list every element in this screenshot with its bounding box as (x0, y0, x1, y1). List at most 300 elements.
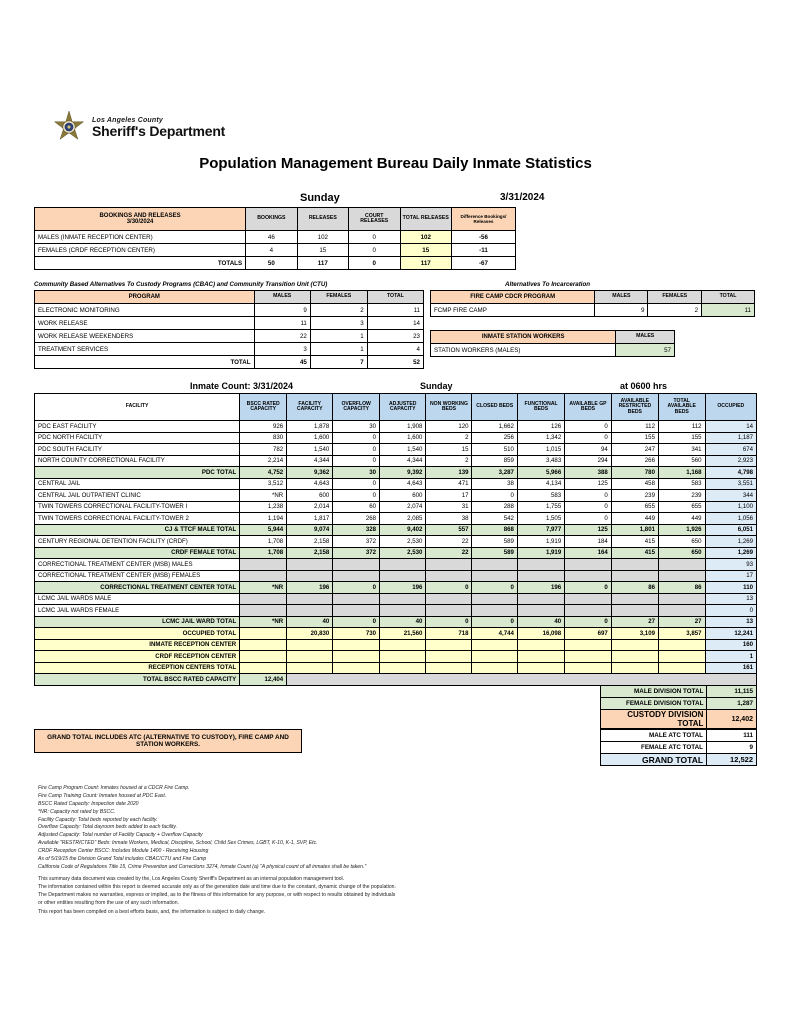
cell-r13-c6 (517, 570, 564, 582)
facility-name: PDC SOUTH FACILITY (35, 444, 240, 456)
cbac-2-total: 23 (367, 330, 423, 343)
cbac-total-total: 52 (367, 356, 423, 369)
table-row (431, 344, 675, 357)
table-row (35, 501, 757, 513)
cell-r5-c10: 3,551 (705, 478, 756, 490)
cell-r8-c10: 1,056 (705, 513, 756, 525)
cell-r16-c2 (333, 605, 380, 617)
total-bookings: 50 (246, 257, 297, 270)
facility-count-table (34, 393, 757, 686)
cell-r11-c4: 22 (426, 547, 472, 559)
cell-r19-c4 (426, 639, 472, 651)
cbac-row-label-3: TREATMENT SERVICES (35, 343, 255, 356)
bookings-subtitle: 3/30/2024 (126, 219, 154, 225)
cell-r13-c1 (287, 570, 333, 582)
facility-name: TWIN TOWERS CORRECTIONAL FACILITY-TOWER I (35, 501, 240, 513)
disclaimer-line: This summary data document was created by the, Los Angeles County Sheriff's Department as an internal population management tool. (38, 876, 345, 882)
cell-r5-c6: 4,134 (517, 478, 564, 490)
firecamp-total: 11 (702, 304, 755, 317)
cbac-row-label-1: WORK RELEASE (35, 317, 255, 330)
cell-r8-c3: 2,085 (380, 513, 426, 525)
facility-col-header: FACILITY (35, 394, 240, 421)
cell-r13-c4 (426, 570, 472, 582)
cell-r17-c1: 40 (287, 616, 333, 628)
cell-r4-c3: 9,392 (380, 467, 426, 479)
cell-r16-c4 (426, 605, 472, 617)
table-row (601, 730, 757, 742)
cell-r9-c5: 868 (472, 524, 517, 536)
table-row (35, 559, 757, 571)
cell-r5-c0: 3,512 (240, 478, 287, 490)
table-row (35, 651, 757, 663)
cell-r21-c3 (380, 662, 426, 674)
table-row (35, 570, 757, 582)
cell-r16-c10: 0 (705, 605, 756, 617)
cell-r3-c1: 4,344 (287, 455, 333, 467)
cell-r19-c5 (472, 639, 517, 651)
cell-r4-c5: 3,287 (472, 467, 517, 479)
col-closed-beds: CLOSED BEDS (472, 394, 517, 421)
cell-r18-c6: 16,098 (517, 628, 564, 640)
cell-r10-c1: 2,158 (287, 536, 333, 548)
cell-r11-c5: 589 (472, 547, 517, 559)
cell-r6-c8: 239 (611, 490, 658, 502)
cell-r3-c6: 3,483 (517, 455, 564, 467)
cell-r13-c9 (658, 570, 705, 582)
cell-r5-c7: 125 (565, 478, 612, 490)
cell-r2-c2: 0 (333, 444, 380, 456)
cell-r15-c8 (611, 593, 658, 605)
cell-r9-c7: 125 (565, 524, 612, 536)
table-header-row (35, 208, 516, 231)
cell-r14-c2: 0 (333, 582, 380, 594)
cell-r1-c10: 1,187 (705, 432, 756, 444)
cell-r0-c7: 0 (565, 421, 612, 433)
cell-r3-c0: 2,214 (240, 455, 287, 467)
cell-r7-c2: 60 (333, 501, 380, 513)
cell-r12-c7 (565, 559, 612, 571)
grand-total-note-text: GRAND TOTAL INCLUDES ATC (ALTERNATIVE TO CUSTODY), FIRE CAMP AND STATION WORKERS. (35, 730, 302, 753)
cell-r12-c3 (380, 559, 426, 571)
cell-r20-c4 (426, 651, 472, 663)
col-females: FEMALES (310, 291, 367, 304)
cell-r17-c2: 0 (333, 616, 380, 628)
footnote-line: California Code of Regulations Title 15, Crime Prevention and Corrections 3274, Inmate Count (a) "A physical count of all inmates shall be taken." (38, 863, 367, 870)
cell-r17-c6: 40 (517, 616, 564, 628)
col-bscc-rated-capacity: BSCC RATED CAPACITY (240, 394, 287, 421)
cell-r6-c9: 239 (658, 490, 705, 502)
cell-r21-c1 (287, 662, 333, 674)
cell-r12-c2 (333, 559, 380, 571)
cell-r2-c5: 510 (472, 444, 517, 456)
cbac-1-males: 11 (254, 317, 310, 330)
cell-r15-c10: 13 (705, 593, 756, 605)
disclaimer-line: The information contained within this report is deemed accurate only as of the generation date and time due to the constant, dynamic change of the population. (38, 884, 396, 891)
cell-r21-c9 (658, 662, 705, 674)
cell-r11-c7: 164 (565, 547, 612, 559)
station-males: 57 (616, 344, 675, 357)
cell-r3-c5: 859 (472, 455, 517, 467)
table-row (35, 467, 757, 479)
footnote-line: CRDF Reception Center BSCC: Includes Module 1400 - Receiving Housing (38, 848, 209, 855)
cell-r6-c3: 600 (380, 490, 426, 502)
cell-r18-c2: 730 (333, 628, 380, 640)
col-functional-beds: FUNCTIONAL BEDS (517, 394, 564, 421)
cell-r12-c0 (240, 559, 287, 571)
facility-name: PDC TOTAL (35, 467, 240, 479)
total-difference: -67 (451, 257, 515, 270)
cbac-total-females: 7 (310, 356, 367, 369)
cell-r19-c1 (287, 639, 333, 651)
inmate-count-label: Inmate Count: 3/31/2024 (190, 381, 294, 391)
col-total: TOTAL (367, 291, 423, 304)
col-total: TOTAL (702, 291, 755, 304)
cell-r0-c9: 112 (658, 421, 705, 433)
inmate-count-day: Sunday (420, 381, 453, 391)
cell-r1-c9: 155 (658, 432, 705, 444)
table-header-row (431, 331, 675, 344)
table-total-row (35, 356, 424, 369)
cell-r0-c3: 1,908 (380, 421, 426, 433)
cell-r10-c4: 22 (426, 536, 472, 548)
cell-r8-c7: 0 (565, 513, 612, 525)
facility-name: CENTRAL JAIL OUTPATIENT CLINIC (35, 490, 240, 502)
bscc-total-label: TOTAL BSCC RATED CAPACITY (35, 674, 240, 686)
cell-r9-c9: 1,926 (658, 524, 705, 536)
cell-r18-c5: 4,744 (472, 628, 517, 640)
cell-r9-c6: 7,977 (517, 524, 564, 536)
cell-r16-c7 (565, 605, 612, 617)
cell-r8-c2: 268 (333, 513, 380, 525)
cell-r17-c3: 40 (380, 616, 426, 628)
facility-name: CJ & TTCF MALE TOTAL (35, 524, 240, 536)
cell-r2-c6: 1,015 (517, 444, 564, 456)
table-row (35, 444, 757, 456)
facility-name: INMATE RECEPTION CENTER (35, 639, 240, 651)
cell-r14-c8: 86 (611, 582, 658, 594)
cbac-0-total: 11 (367, 304, 423, 317)
cell-r17-c8: 27 (611, 616, 658, 628)
table-row (35, 478, 757, 490)
table-header-row (35, 291, 424, 304)
cell-r7-c10: 1,100 (705, 501, 756, 513)
cell-r15-c5 (472, 593, 517, 605)
cbac-total-males: 45 (254, 356, 310, 369)
bookings-title: BOOKINGS AND RELEASES (99, 213, 181, 219)
cell-r19-c6 (517, 639, 564, 651)
cell-r5-c5: 38 (472, 478, 517, 490)
cbac-2-males: 22 (254, 330, 310, 343)
col-males: MALES (616, 331, 675, 344)
cell-r4-c2: 30 (333, 467, 380, 479)
females-difference: -11 (451, 244, 515, 257)
total-total-releases: 117 (400, 257, 451, 270)
cell-r0-c2: 30 (333, 421, 380, 433)
cell-r4-c4: 139 (426, 467, 472, 479)
cell-r5-c9: 583 (658, 478, 705, 490)
cell-r11-c6: 1,919 (517, 547, 564, 559)
cell-r10-c0: 1,708 (240, 536, 287, 548)
page-title: Population Management Bureau Daily Inmate Statistics (199, 155, 592, 172)
cell-r20-c6 (517, 651, 564, 663)
cell-r5-c4: 471 (426, 478, 472, 490)
row-label-females: FEMALES (CRDF RECEPTION CENTER) (35, 244, 246, 257)
cell-r1-c3: 1,600 (380, 432, 426, 444)
table-row (601, 710, 757, 729)
cell-r17-c0: *NR (240, 616, 287, 628)
grand-total-value: 12,522 (707, 754, 757, 766)
cell-r9-c3: 9,402 (380, 524, 426, 536)
cell-r14-c10: 110 (705, 582, 756, 594)
report-date: 3/31/2024 (500, 192, 545, 203)
female-division-total-value: 1,287 (707, 698, 757, 710)
cell-r2-c0: 782 (240, 444, 287, 456)
table-row (35, 304, 424, 317)
cell-r7-c5: 288 (472, 501, 517, 513)
footnote-line: BSCC Rated Capacity: Inspection date 2020 (38, 800, 139, 807)
cell-r10-c10: 1,269 (705, 536, 756, 548)
cell-r14-c6: 196 (517, 582, 564, 594)
table-row (35, 536, 757, 548)
cell-r7-c7: 0 (565, 501, 612, 513)
cell-r13-c5 (472, 570, 517, 582)
table-row (35, 605, 757, 617)
bscc-total-value: 12,404 (240, 674, 287, 686)
table-row (35, 330, 424, 343)
cell-r1-c4: 2 (426, 432, 472, 444)
footnote-line: Available "RESTRICTED" Beds: Inmate Workers, Medical, Discipline, School, Child Sex Crimes, LGBT, K-10, K-1, SVP, Etc. (38, 840, 318, 847)
cell-r1-c2: 0 (333, 432, 380, 444)
cell-r1-c7: 0 (565, 432, 612, 444)
cell-r19-c3 (380, 639, 426, 651)
cell-r20-c5 (472, 651, 517, 663)
logo-text (92, 117, 225, 138)
total-court-releases: 0 (349, 257, 400, 270)
cbac-1-females: 3 (310, 317, 367, 330)
cell-r8-c9: 449 (658, 513, 705, 525)
table-header-row (431, 291, 755, 304)
males-difference: -56 (451, 231, 515, 244)
table-row (35, 343, 424, 356)
logo-line2: Sheriff's Department (92, 122, 226, 139)
cell-r17-c7: 0 (565, 616, 612, 628)
cell-r3-c9: 560 (658, 455, 705, 467)
table-row (35, 593, 757, 605)
cell-r7-c6: 1,755 (517, 501, 564, 513)
cell-r11-c8: 415 (611, 547, 658, 559)
cell-r12-c1 (287, 559, 333, 571)
cell-r11-c0: 1,708 (240, 547, 287, 559)
cell-r20-c3 (380, 651, 426, 663)
cell-r14-c4: 0 (426, 582, 472, 594)
cell-r4-c6: 5,966 (517, 467, 564, 479)
cell-r4-c7: 388 (565, 467, 612, 479)
cell-r8-c0: 1,194 (240, 513, 287, 525)
cell-r3-c4: 2 (426, 455, 472, 467)
cell-r9-c0: 5,944 (240, 524, 287, 536)
col-available-restricted-beds: AVAILABLE RESTRICTED BEDS (611, 394, 658, 421)
cbac-row-label-2: WORK RELEASE WEEKENDERS (35, 330, 255, 343)
cell-r17-c4: 0 (426, 616, 472, 628)
facility-name: CORRECTIONAL TREATMENT CENTER (MSB) FEMALES (35, 570, 240, 582)
bookings-total-label: TOTALS (35, 257, 246, 270)
cell-r19-c10: 160 (705, 639, 756, 651)
cell-r12-c8 (611, 559, 658, 571)
cell-r16-c1 (287, 605, 333, 617)
col-overflow-capacity: OVERFLOW CAPACITY (333, 394, 380, 421)
cell-r11-c2: 372 (333, 547, 380, 559)
disclaimer-line: The Department makes no warranties, express or implied, as to the fitness of this information for any purpose, or with respect to results obtained by individuals (38, 892, 396, 899)
cell-r15-c3 (380, 593, 426, 605)
footnotes-disclaimer (38, 875, 396, 916)
cell-r5-c3: 4,643 (380, 478, 426, 490)
cell-r14-c9: 86 (658, 582, 705, 594)
footnote-line: As of 5/19/15 the Division Grand Total includes CBAC/CTU and Fire Camp (38, 856, 207, 863)
facility-name: PDC NORTH FACILITY (35, 432, 240, 444)
cell-r15-c9 (658, 593, 705, 605)
cell-r19-c7 (565, 639, 612, 651)
cell-r16-c9 (658, 605, 705, 617)
cell-r20-c7 (565, 651, 612, 663)
col-available-gp-beds: AVAILABLE GP BEDS (565, 394, 612, 421)
table-total-row (35, 257, 516, 270)
custody-division-total-label: CUSTODY DIVISION TOTAL (601, 710, 707, 729)
male-division-total-label: MALE DIVISION TOTAL (601, 686, 707, 698)
col-males: MALES (595, 291, 648, 304)
cbac-total-label: TOTAL (35, 356, 255, 369)
cbac-0-males: 9 (254, 304, 310, 317)
firecamp-females: 2 (648, 304, 702, 317)
cell-r21-c0 (240, 662, 287, 674)
cell-r10-c6: 1,919 (517, 536, 564, 548)
cell-r0-c10: 14 (705, 421, 756, 433)
lasd-logo (52, 110, 225, 144)
col-total-available-beds: TOTAL AVAILABLE BEDS (658, 394, 705, 421)
cell-r19-c8 (611, 639, 658, 651)
cell-r18-c1: 20,830 (287, 628, 333, 640)
cell-r13-c10: 17 (705, 570, 756, 582)
facility-name: RECEPTION CENTERS TOTAL (35, 662, 240, 674)
cell-r13-c2 (333, 570, 380, 582)
cell-r14-c0: *NR (240, 582, 287, 594)
cbac-caption: Community Based Alternatives To Custody Programs (CBAC) and Community Transition Unit (CTU) (34, 281, 328, 288)
col-adjusted-capacity: ADJUSTED CAPACITY (380, 394, 426, 421)
cell-r21-c6 (517, 662, 564, 674)
table-row (35, 547, 757, 559)
cell-r18-c10: 12,241 (705, 628, 756, 640)
cell-r21-c5 (472, 662, 517, 674)
cell-r9-c1: 9,074 (287, 524, 333, 536)
cell-r5-c8: 458 (611, 478, 658, 490)
cell-r6-c7: 0 (565, 490, 612, 502)
cell-r3-c10: 2,923 (705, 455, 756, 467)
table-row (35, 244, 516, 257)
facility-name: TWIN TOWERS CORRECTIONAL FACILITY-TOWER 2 (35, 513, 240, 525)
cell-r21-c8 (611, 662, 658, 674)
cell-r9-c4: 557 (426, 524, 472, 536)
cell-r0-c5: 1,662 (472, 421, 517, 433)
station-workers-table (430, 330, 675, 357)
cell-r15-c0 (240, 593, 287, 605)
table-row (35, 524, 757, 536)
facility-name: OCCUPIED TOTAL (35, 628, 240, 640)
table-row (601, 742, 757, 754)
col-facility-capacity: FACILITY CAPACITY (287, 394, 333, 421)
cell-r11-c3: 2,530 (380, 547, 426, 559)
cell-r10-c3: 2,530 (380, 536, 426, 548)
table-row (35, 639, 757, 651)
col-total-releases: TOTAL RELEASES (400, 208, 451, 231)
facility-name: CORRECTIONAL TREATMENT CENTER (MSB) MALES (35, 559, 240, 571)
cell-r18-c4: 718 (426, 628, 472, 640)
cell-r18-c7: 697 (565, 628, 612, 640)
cell-r7-c0: 1,238 (240, 501, 287, 513)
bookings-title-cell (35, 208, 246, 231)
station-row-label: STATION WORKERS (MALES) (431, 344, 616, 357)
cell-r16-c3 (380, 605, 426, 617)
cell-r21-c10: 161 (705, 662, 756, 674)
cell-r1-c0: 830 (240, 432, 287, 444)
table-row (35, 582, 757, 594)
cell-r4-c9: 1,168 (658, 467, 705, 479)
cell-r12-c9 (658, 559, 705, 571)
cell-r21-c2 (333, 662, 380, 674)
cell-r2-c9: 341 (658, 444, 705, 456)
cell-r6-c1: 600 (287, 490, 333, 502)
cell-r1-c8: 155 (611, 432, 658, 444)
cell-r17-c10: 13 (705, 616, 756, 628)
cell-r15-c7 (565, 593, 612, 605)
bscc-total-filler (287, 674, 757, 686)
females-releases: 15 (297, 244, 348, 257)
logo-line1: Los Angeles County (92, 116, 164, 124)
cbac-2-females: 1 (310, 330, 367, 343)
cell-r3-c8: 266 (611, 455, 658, 467)
cell-r7-c9: 655 (658, 501, 705, 513)
col-court-releases: COURT RELEASES (349, 208, 400, 231)
cell-r0-c8: 112 (611, 421, 658, 433)
cell-r10-c5: 589 (472, 536, 517, 548)
facility-table-body (35, 421, 757, 686)
cell-r2-c8: 247 (611, 444, 658, 456)
table-row (601, 698, 757, 710)
cell-r10-c8: 415 (611, 536, 658, 548)
cell-r6-c5: 0 (472, 490, 517, 502)
cell-r13-c8 (611, 570, 658, 582)
table-row (35, 730, 302, 753)
cbac-row-label-0: ELECTRONIC MONITORING (35, 304, 255, 317)
cell-r11-c9: 650 (658, 547, 705, 559)
facility-name: LCMC JAIL WARD TOTAL (35, 616, 240, 628)
cell-r12-c10: 93 (705, 559, 756, 571)
cell-r6-c4: 17 (426, 490, 472, 502)
cell-r8-c4: 38 (426, 513, 472, 525)
footnote-line: Fire Camp Training Count: Inmates housed at PDC East. (38, 792, 167, 799)
disclaimer-line: This report has been compiled on a best efforts basis, and, the information is subject to daily change. (38, 908, 266, 915)
cell-r13-c3 (380, 570, 426, 582)
fire-camp-table (430, 290, 755, 317)
table-row (35, 421, 757, 433)
firecamp-males: 9 (595, 304, 648, 317)
cell-r4-c1: 9,362 (287, 467, 333, 479)
cell-r14-c3: 196 (380, 582, 426, 594)
cell-r5-c1: 4,643 (287, 478, 333, 490)
cell-r7-c1: 2,014 (287, 501, 333, 513)
male-atc-total-value: 111 (707, 730, 757, 742)
cell-r10-c7: 184 (565, 536, 612, 548)
cell-r4-c8: 780 (611, 467, 658, 479)
cell-r3-c2: 0 (333, 455, 380, 467)
